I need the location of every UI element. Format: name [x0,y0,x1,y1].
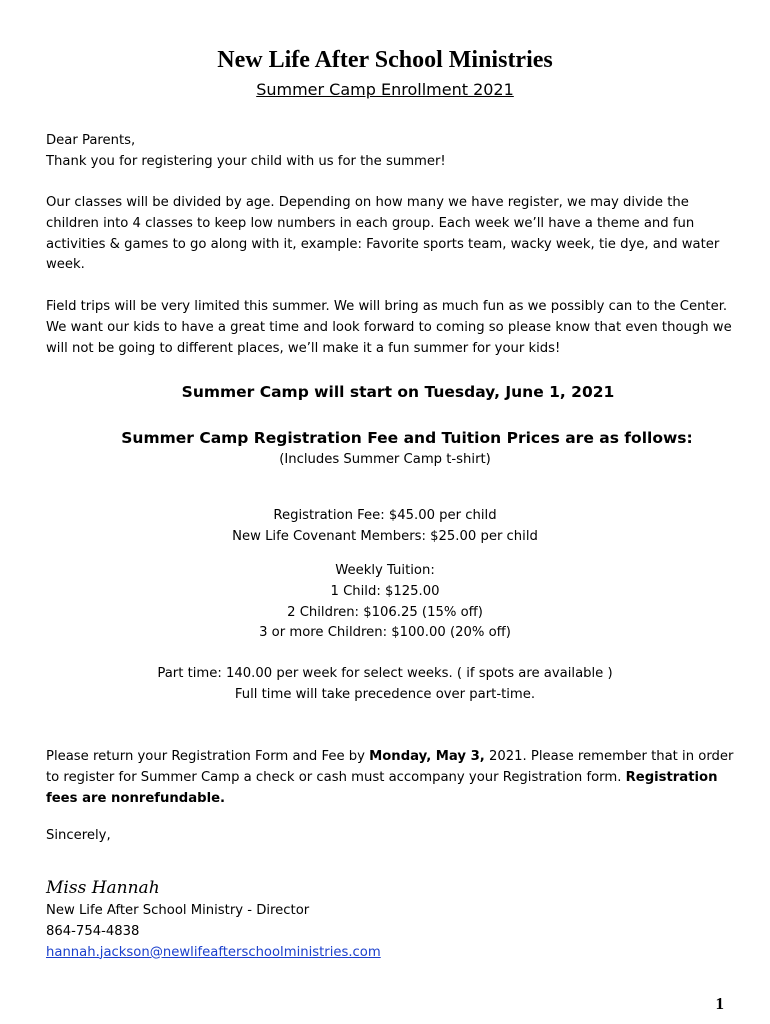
greeting-block [46,131,736,173]
contact-block [46,901,736,963]
return-paragraph [46,747,736,809]
weekly-tuition-label: Weekly Tuition: [335,563,435,578]
document-subtitle: Summer Camp Enrollment 2021 [256,80,514,99]
page-number: 1 [715,994,724,1013]
director-role: New Life After School Ministry - Director [46,903,310,918]
signature: Miss Hannah [46,878,160,898]
field-trips-text: Field trips will be very limited this summer. We will bring as much fun as we possibly can to the Center. We want our kids to have a great time and look forward to coming so please know that even though we will not be going to different places, we’ll make it a fun summer for your kids! [46,299,732,356]
salutation: Dear Parents, [46,133,136,148]
weekly-tuition-block [0,561,770,644]
covenant-members-fee: New Life Covenant Members: $25.00 per child [232,528,538,544]
part-time-block [0,664,770,706]
fees-heading: Summer Camp Registration Fee and Tuition Prices are as follows: [121,429,693,447]
deadline-day: Monday, May 3, [369,749,485,764]
field-trips-paragraph [46,297,736,359]
email-link[interactable]: hannah.jackson@newlifeafterschoolministries.com [46,944,381,960]
phone-number: 864-754-4838 [46,923,140,939]
sincerely: Sincerely, [46,828,111,843]
thanks-line: Thank you for registering your child with us for the summer! [46,153,446,169]
tuition-two-children: 2 Children: $106.25 (15% off) [287,604,483,620]
registration-fee: Registration Fee: $45.00 per child [273,508,497,523]
document-title: New Life After School Ministries [217,47,553,73]
return-text-before: Please return your Registration Form and Fee by [46,749,370,764]
tuition-one-child: 1 Child: $125.00 [330,583,440,599]
registration-fees-block [0,506,770,548]
nonrefundable-note: Registration fees are nonrefundable. [46,769,718,806]
part-time-price: Part time: 140.00 per week for select weeks. ( if spots are available ) [157,666,613,681]
full-time-note: Full time will take precedence over part-time. [234,686,536,702]
return-text-after: 2021. Please remember that in order to register for Summer Camp a check or cash must accompany your Registration form. [46,749,734,785]
fees-note: (Includes Summer Camp t-shirt) [279,452,491,467]
classes-text: Our classes will be divided by age. Depending on how many we have register, we may divide the children into 4 classes to keep low numbers in each group. Each week we’ll have a theme and fun activities & games to go along with it, example: Favorite sports team, wacky week, tie dye, and water week. [46,195,720,273]
return-text [46,747,736,809]
classes-paragraph [46,193,736,276]
tuition-three-plus: 3 or more Children: $100.00 (20% off) [259,625,511,641]
start-announcement: Summer Camp will start on Tuesday, June 1, 2021 [181,383,615,401]
